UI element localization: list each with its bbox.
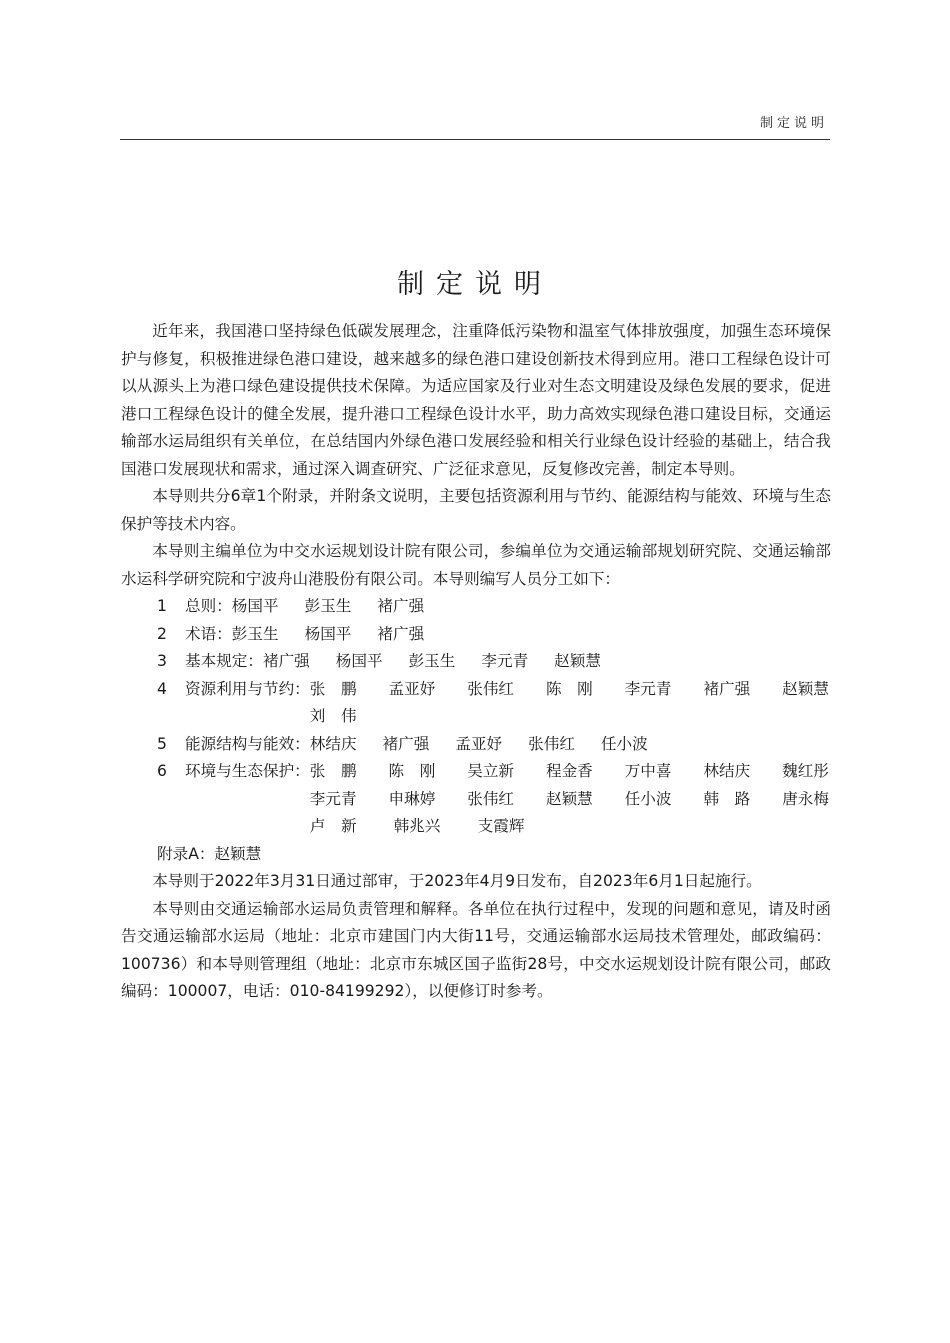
author-name: 程金香 bbox=[545, 762, 593, 780]
author-name: 彭玉生 bbox=[231, 624, 279, 643]
author-names bbox=[310, 731, 831, 759]
author-name: 李元青 bbox=[481, 652, 529, 670]
body-text bbox=[121, 318, 831, 1006]
author-name: 韩兆兴 bbox=[393, 817, 441, 835]
page-title: 制定说明 bbox=[397, 269, 553, 300]
author-names bbox=[263, 648, 831, 676]
author-name: 申琳婷 bbox=[388, 789, 436, 808]
author-name: 赵颖慧 bbox=[545, 789, 593, 808]
author-name: 李元青 bbox=[624, 679, 672, 698]
author-name: 褚广强 bbox=[377, 597, 425, 615]
chapter-name: 能源结构与能效： bbox=[185, 734, 310, 753]
author-name: 孟亚妤 bbox=[455, 734, 503, 753]
author-name: 褚广强 bbox=[382, 734, 430, 753]
author-name: 陈 刚 bbox=[388, 762, 436, 780]
author-name: 支霞辉 bbox=[477, 817, 525, 835]
allocation-row bbox=[121, 593, 831, 621]
allocation-row bbox=[121, 758, 831, 841]
author-names bbox=[310, 676, 831, 731]
author-name: 韩 路 bbox=[703, 789, 751, 808]
author-name: 唐永梅 bbox=[782, 789, 829, 808]
author-name: 刘 伟 bbox=[309, 707, 357, 725]
author-name: 彭玉生 bbox=[304, 597, 352, 615]
author-names bbox=[310, 758, 831, 841]
author-name: 杨国平 bbox=[304, 624, 352, 643]
author-name: 吴立新 bbox=[467, 762, 515, 780]
author-name: 杨国平 bbox=[335, 652, 383, 670]
chapter-name: 资源利用与节约： bbox=[185, 679, 310, 698]
paragraph-management-contact: 本导则由交通运输部水运局负责管理和解释。各单位在执行过程中，发现的问题和意见，请及时函告交通运输部水运局（地址：北京市建国门内大街11号，交通运输部水运局技术管理处，邮政编码：100736）和本导则管理组（地址：北京市东城区国子监街28号，中交水运规划设计院有限公司，邮政编码：100007，电话：010-84199292），以便修订时参考。 bbox=[121, 899, 831, 1000]
author-name: 卢 新 bbox=[309, 817, 357, 835]
author-name: 赵颖慧 bbox=[782, 679, 829, 698]
author-allocation-list bbox=[121, 593, 831, 841]
chapter-number: 6 bbox=[157, 762, 167, 780]
header-rule bbox=[120, 139, 830, 140]
author-name: 彭玉生 bbox=[408, 652, 456, 670]
chapter-name: 总则： bbox=[185, 597, 232, 615]
author-name: 陈 刚 bbox=[545, 679, 593, 698]
author-name: 张 鹏 bbox=[309, 762, 357, 780]
author-name: 张 鹏 bbox=[309, 679, 357, 698]
author-name: 林结庆 bbox=[309, 734, 357, 753]
author-names bbox=[232, 593, 831, 621]
appendix-author: 附录A：赵颖慧 bbox=[157, 844, 262, 863]
author-name: 魏红彤 bbox=[782, 762, 829, 780]
paragraph-contents: 本导则共分6章1个附录，并附条文说明，主要包括资源利用与节约、能源结构与能效、环境与生态保护等技术内容。 bbox=[121, 487, 831, 533]
running-header: 制定说明 bbox=[759, 116, 828, 131]
chapter-number: 3 bbox=[157, 652, 167, 670]
author-name: 万中喜 bbox=[624, 762, 672, 780]
author-name: 赵颖慧 bbox=[554, 652, 601, 670]
author-name: 林结庆 bbox=[703, 762, 751, 780]
chapter-number: 2 bbox=[157, 624, 167, 643]
chapter-number: 5 bbox=[157, 734, 167, 753]
author-name: 孟亚妤 bbox=[388, 679, 436, 698]
paragraph-background: 近年来，我国港口坚持绿色低碳发展理念，注重降低污染物和温室气体排放强度，加强生态环境保护与修复，积极推进绿色港口建设，越来越多的绿色港口建设创新技术得到应用。港口工程绿色设计可以从源头上为港口绿色建设提供技术保障。为适应国家及行业对生态文明建设及绿色发展的要求，促进港口工程绿色设计的健全发展，提升港口工程绿色设计水平，助力高效实现绿色港口建设目标，交通运输部水运局组织有关单位，在总结国内外绿色港口发展经验和相关行业绿色设计经验的基础上，结合我国港口发展现状和需求，通过深入调查研究、广泛征求意见，反复修改完善，制定本导则。 bbox=[121, 322, 831, 478]
author-name: 任小波 bbox=[600, 734, 648, 753]
chapter-name: 环境与生态保护： bbox=[185, 762, 310, 780]
author-name: 褚广强 bbox=[703, 679, 751, 698]
author-name: 褚广强 bbox=[262, 652, 310, 670]
chapter-name: 基本规定： bbox=[185, 652, 263, 670]
author-names bbox=[232, 621, 831, 649]
author-name: 任小波 bbox=[624, 789, 672, 808]
chapter-number: 1 bbox=[157, 597, 167, 615]
allocation-row bbox=[121, 621, 831, 649]
author-name: 褚广强 bbox=[377, 624, 425, 643]
author-name: 李元青 bbox=[309, 789, 357, 808]
allocation-row bbox=[121, 648, 831, 676]
paragraph-approval-dates: 本导则于2022年3月31日通过部审，于2023年4月9日发布，自2023年6月1日起施行。 bbox=[152, 872, 762, 890]
chapter-number: 4 bbox=[157, 679, 167, 698]
chapter-name: 术语： bbox=[185, 624, 232, 643]
author-name: 张伟红 bbox=[467, 789, 515, 808]
allocation-row bbox=[121, 676, 831, 731]
author-name: 张伟红 bbox=[467, 679, 515, 698]
paragraph-authors-intro: 本导则主编单位为中交水运规划设计院有限公司，参编单位为交通运输部规划研究院、交通运输部水运科学研究院和宁波舟山港股份有限公司。本导则编写人员分工如下： bbox=[121, 542, 831, 588]
author-name: 张伟红 bbox=[528, 734, 575, 753]
author-name: 杨国平 bbox=[231, 597, 279, 615]
allocation-row bbox=[121, 731, 831, 759]
